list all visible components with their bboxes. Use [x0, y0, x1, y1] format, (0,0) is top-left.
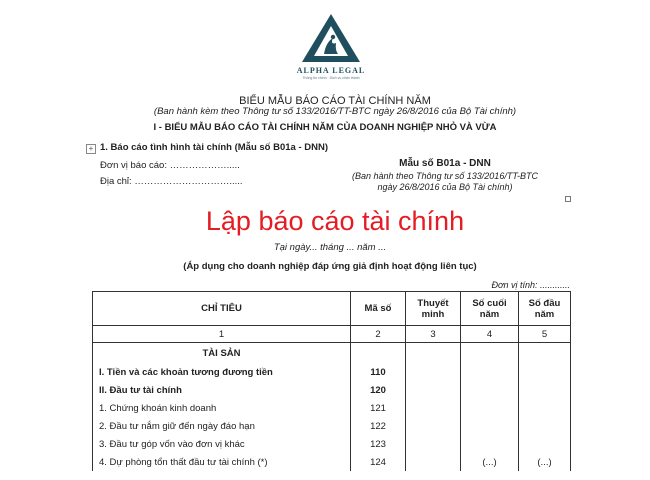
row-label: 4. Dự phòng tổn thất đầu tư tài chính (*) — [93, 453, 351, 471]
alpha-legal-logo — [300, 12, 362, 69]
section-title: TÀI SẢN — [93, 343, 351, 364]
row-code: 122 — [351, 417, 406, 435]
currency-unit: Đơn vị tính: ............ — [491, 280, 570, 290]
table-header-row — [93, 292, 571, 326]
header-cell: Số đầu năm — [519, 292, 571, 326]
row-note — [406, 381, 461, 399]
address-label: Địa chỉ: …………………………..... — [100, 176, 243, 187]
table-body — [93, 363, 571, 471]
table-row — [93, 399, 571, 417]
row-start-value: (...) — [519, 453, 571, 471]
column-number: 3 — [406, 326, 461, 343]
table-row — [93, 381, 571, 399]
column-number: 1 — [93, 326, 351, 343]
table-row — [93, 435, 571, 453]
row-start-value — [519, 417, 571, 435]
row-end-value: (...) — [461, 453, 519, 471]
row-label: 3. Đầu tư góp vốn vào đơn vị khác — [93, 435, 351, 453]
row-code: 121 — [351, 399, 406, 417]
form-note-line-2: ngày 26/8/2016 của Bộ Tài chính) — [377, 182, 513, 192]
reporting-unit-label: Đơn vị báo cáo: ………………..... — [100, 160, 240, 171]
logo-triangle-icon — [300, 12, 362, 64]
balance-sheet-table — [92, 291, 571, 471]
row-start-value — [519, 363, 571, 381]
row-label: II. Đầu tư tài chính — [93, 381, 351, 399]
row-end-value — [461, 363, 519, 381]
row-label: 1. Chứng khoán kinh doanh — [93, 399, 351, 417]
row-end-value — [461, 399, 519, 417]
row-note — [406, 417, 461, 435]
report-name: 1. Báo cáo tình hình tài chính (Mẫu số B01a - DNN) — [100, 142, 329, 153]
row-label: I. Tiền và các khoản tương đương tiền — [93, 363, 351, 381]
row-end-value — [461, 381, 519, 399]
row-code: 124 — [351, 453, 406, 471]
header-cell: CHỈ TIÊU — [93, 292, 351, 326]
row-start-value — [519, 381, 571, 399]
table-row — [93, 453, 571, 471]
row-note — [406, 453, 461, 471]
row-end-value — [461, 435, 519, 453]
row-note — [406, 399, 461, 417]
column-number: 5 — [519, 326, 571, 343]
section-heading: I - BIỂU MẪU BÁO CÁO TÀI CHÍNH NĂM CỦA DOANH NGHIỆP NHỎ VÀ VỪA — [153, 122, 497, 133]
form-issued-note — [330, 171, 560, 193]
table-row — [93, 363, 571, 381]
row-note — [406, 435, 461, 453]
logo-tagline: Thông tin chính · Dịch vụ chân thành — [302, 76, 360, 80]
column-number-row — [93, 326, 571, 343]
logo-brand: ALPHA LEGAL — [296, 66, 366, 75]
row-start-value — [519, 399, 571, 417]
expand-icon[interactable]: + — [86, 144, 96, 154]
row-end-value — [461, 417, 519, 435]
row-start-value — [519, 435, 571, 453]
header-cell: Số cuối năm — [461, 292, 519, 326]
header-cell: Thuyết minh — [406, 292, 461, 326]
row-code: 120 — [351, 381, 406, 399]
column-number: 2 — [351, 326, 406, 343]
anchor-marker — [565, 196, 571, 202]
form-note-line-1: (Ban hành theo Thông tư số 133/2016/TT-BTC — [352, 171, 538, 181]
table-row — [93, 417, 571, 435]
column-number: 4 — [461, 326, 519, 343]
date-line: Tại ngày... tháng ... năm ... — [273, 242, 387, 253]
row-note — [406, 363, 461, 381]
document-title: BIỂU MẪU BÁO CÁO TÀI CHÍNH NĂM — [239, 95, 431, 107]
issued-note: (Ban hành kèm theo Thông tư số 133/2016/TT-BTC ngày 26/8/2016 của Bộ Tài chính) — [153, 106, 517, 117]
applicability-note: (Áp dụng cho doanh nghiệp đáp ứng giả định hoạt động liên tục) — [183, 261, 477, 272]
big-title: Lập báo cáo tài chính — [205, 206, 465, 236]
header-cell: Mã số — [351, 292, 406, 326]
section-row — [93, 343, 571, 364]
row-code: 110 — [351, 363, 406, 381]
row-code: 123 — [351, 435, 406, 453]
form-code: Mẫu số B01a - DNN — [399, 158, 491, 169]
row-label: 2. Đầu tư nắm giữ đến ngày đáo hạn — [93, 417, 351, 435]
